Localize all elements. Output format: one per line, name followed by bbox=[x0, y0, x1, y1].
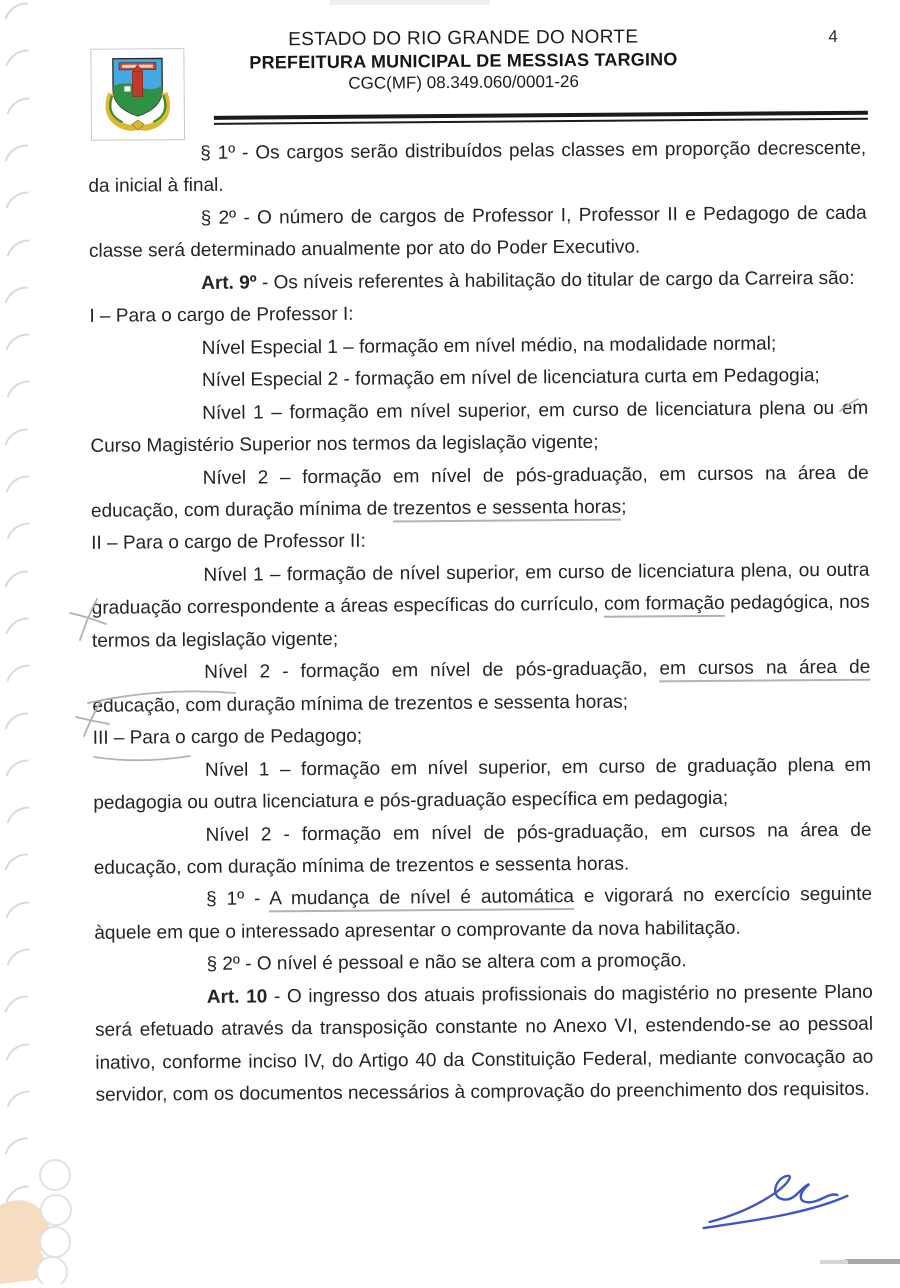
text-segment: Nível 1 – formação em nível superior, em curso de licenciatura plena ou em Curso Magistério Superior nos termos da legislação vigente; bbox=[90, 397, 869, 457]
paragraph bbox=[89, 263, 867, 302]
pencil-underlined-text: A mudança de nível é automática bbox=[269, 886, 574, 912]
text-segment: I – Para o cargo de Professor I: bbox=[89, 304, 354, 328]
text-segment: § 1º - bbox=[205, 888, 270, 911]
text-segment: § 2º - O número de cargos de Professor I, Professor II e Pedagogo de cada classe será determinado anualmente por ato do Poder Executivo. bbox=[88, 202, 867, 263]
header-double-rule bbox=[214, 111, 868, 125]
text-segment: - Os níveis referentes à habilitação do titular de cargo da Carreira são: bbox=[256, 267, 855, 294]
bold-lead: Art. 9º bbox=[201, 272, 257, 294]
paragraph bbox=[95, 976, 874, 1112]
text-segment: Nível 2 - formação em nível de pós-graduação, bbox=[204, 658, 660, 684]
text-segment: - O ingresso dos atuais profissionais do magistério no presente Plano será efetuado através da transposição constante no Anexo VI, estendendo-se ao pessoal inativo, conforme inciso IV, do Artigo 40 da Constituição Federal, mediante convocação ao servidor, com os documentos necessários à comprovação do preenchimento dos requisitos. bbox=[94, 981, 874, 1106]
text-segment: III – Para o cargo de Pedagogo; bbox=[92, 725, 363, 749]
paragraph bbox=[88, 133, 866, 204]
text-segment: II – Para o cargo de Professor II: bbox=[91, 531, 366, 555]
document-header bbox=[163, 26, 763, 97]
text-segment: Nível 2 – formação em nível de pós-graduação, em cursos na área de educação, com duração mínima de bbox=[90, 462, 869, 522]
document-paragraphs bbox=[88, 133, 874, 1113]
text-segment: ; bbox=[621, 496, 627, 518]
page-number: 4 bbox=[828, 26, 838, 47]
header-municipality-line: PREFEITURA MUNICIPAL DE MESSIAS TARGINO bbox=[249, 49, 678, 73]
text-segment: § 2º - O nível é pessoal e não se altera com a promoção. bbox=[206, 950, 687, 976]
paragraph bbox=[90, 392, 868, 463]
paragraph bbox=[94, 879, 872, 950]
paragraph bbox=[93, 749, 871, 820]
bold-lead: Art. 10 bbox=[206, 986, 268, 1008]
text-segment: e vigorará no exercício seguinte àquele em que o interessado apresentar o comprovante da nova habilitação. bbox=[94, 884, 873, 944]
pencil-underlined-text: trezentos e sessenta horas bbox=[393, 497, 621, 523]
paragraph bbox=[91, 457, 869, 528]
header-state-line: ESTADO DO RIO GRANDE DO NORTE bbox=[288, 26, 639, 51]
text-segment: Nível 1 – formação em nível superior, em curso de graduação plena em pedagogia ou outra licenciatura e pós-graduação específica em pedagogia; bbox=[93, 754, 872, 814]
signature-icon bbox=[699, 1169, 859, 1232]
paragraph bbox=[89, 198, 867, 269]
text-segment: educação, com duração mínima de trezentos e sessenta horas; bbox=[92, 691, 629, 717]
pencil-underlined-text: em cursos na área de bbox=[659, 657, 870, 683]
text-segment: § 1º - Os cargos serão distribuídos pelas classes em proporção decrescente, da inicial à final. bbox=[88, 137, 867, 198]
pencil-underlined-text: com formação bbox=[604, 593, 725, 618]
text-segment: Nível Especial 2 - formação em nível de licenciatura curta em Pedagogia; bbox=[201, 365, 820, 392]
paragraph bbox=[93, 814, 871, 885]
header-cgc-line: CGC(MF) 08.349.060/0001-26 bbox=[348, 71, 579, 93]
text-segment: Nível 2 - formação em nível de pós-graduação, em cursos na área de educação, com duração mínima de trezentos e sessenta horas. bbox=[93, 819, 872, 879]
text-segment: pedagógica, nos termos da legislação vigente; bbox=[91, 592, 870, 652]
paragraph bbox=[92, 652, 870, 723]
text-segment: Nível 1 – formação de nível superior, em curso de licenciatura plena, ou outra graduação correspondente a áreas específicas do currículo, bbox=[91, 559, 870, 620]
paragraph bbox=[91, 555, 870, 658]
text-segment: Nível Especial 1 – formação em nível médio, na modalidade normal; bbox=[201, 333, 777, 359]
